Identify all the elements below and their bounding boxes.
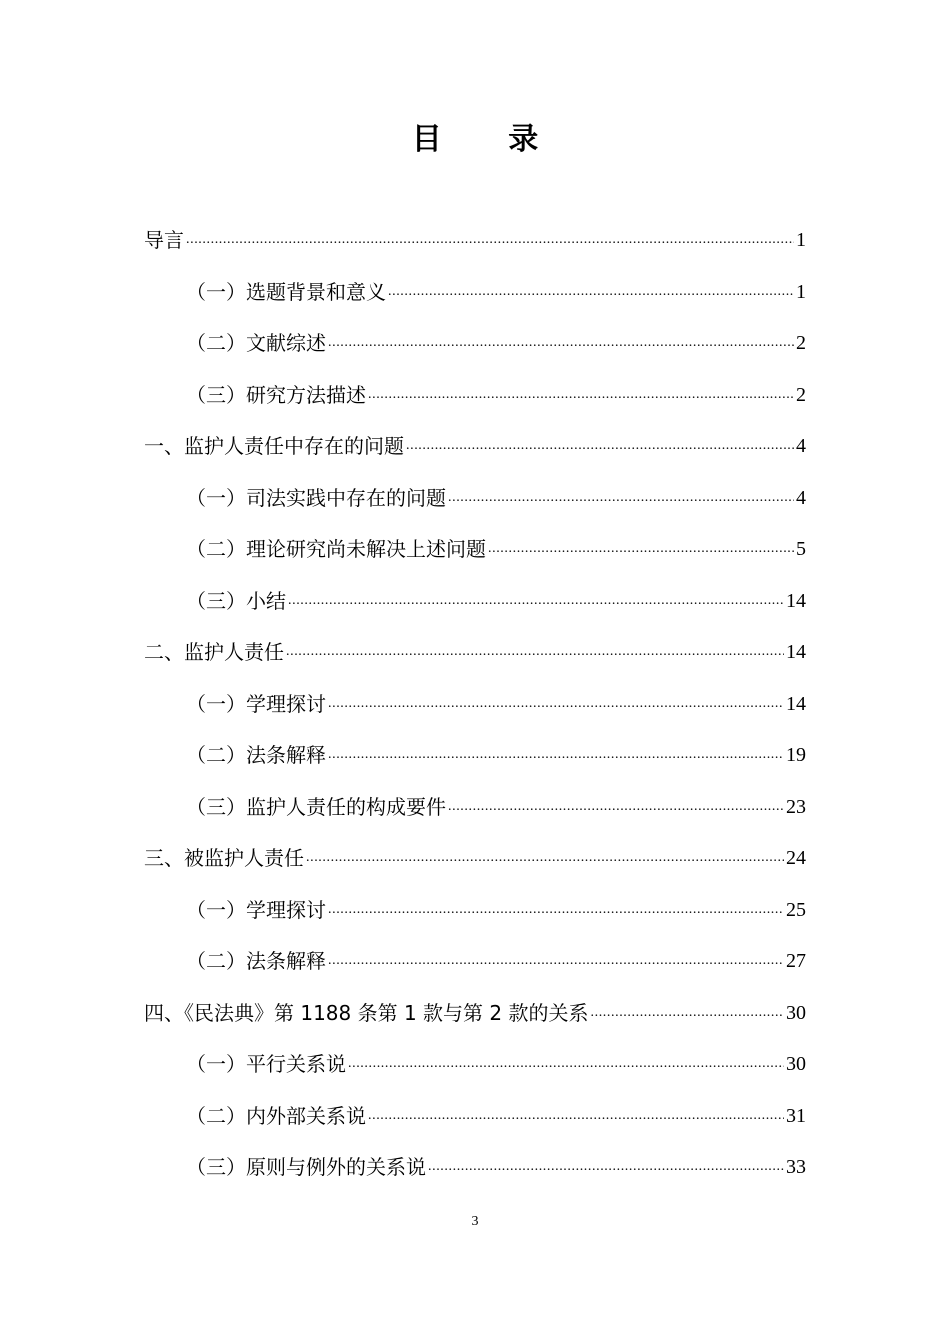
dot-leader [328, 333, 794, 353]
dot-leader [328, 951, 784, 971]
toc-entry[interactable] [144, 412, 806, 460]
toc-entry-label: （二）内外部关系说 [186, 1103, 366, 1128]
toc-entry[interactable] [186, 309, 806, 357]
toc-entry-page: 19 [786, 744, 806, 766]
toc-entry-page: 14 [786, 589, 806, 612]
toc-entry-page: 33 [786, 1156, 806, 1178]
toc-entry[interactable] [186, 515, 806, 563]
dot-leader [388, 282, 794, 302]
toc-entry[interactable] [186, 721, 806, 769]
toc-entry-page: 4 [796, 435, 806, 457]
toc-entry[interactable] [186, 258, 806, 306]
toc-entry-label: （二）文献综述 [186, 331, 326, 355]
dot-leader [488, 539, 794, 559]
dot-leader [448, 797, 784, 817]
dot-leader [368, 1106, 784, 1126]
toc-entry-label: 二、监护人责任 [144, 640, 284, 664]
toc-entry-label: （一）选题背景和意义 [186, 279, 386, 304]
toc-entry-page: 1 [796, 280, 806, 303]
toc-entry-page: 14 [786, 641, 806, 663]
dot-leader [286, 642, 784, 662]
toc-entry-label: 四、《民法典》第 1188 条第 1 款与第 2 款的关系 [144, 1000, 589, 1025]
toc-entry-label: （三）研究方法描述 [186, 382, 366, 407]
dot-leader [591, 1003, 785, 1023]
toc-entry[interactable] [144, 206, 806, 254]
toc-entry[interactable] [186, 1030, 806, 1078]
dot-leader [448, 488, 794, 508]
dot-leader [186, 230, 794, 250]
toc-entry-page: 31 [786, 1104, 806, 1127]
toc-entry-label: （三）监护人责任的构成要件 [186, 794, 446, 819]
toc-entry-page: 24 [786, 847, 806, 869]
toc-entry-page: 1 [796, 229, 806, 251]
toc-entry-page: 2 [796, 383, 806, 406]
toc-entry-label: （一）学理探讨 [186, 691, 326, 716]
dot-leader [406, 436, 794, 456]
toc-entry-page: 30 [786, 1001, 806, 1024]
toc-entry-label: （一）司法实践中存在的问题 [186, 485, 446, 510]
toc-entry-page: 14 [786, 692, 806, 715]
dot-leader [288, 591, 784, 611]
toc-entry-page: 2 [796, 332, 806, 354]
toc-entry-label: （三）小结 [186, 588, 286, 613]
toc-entry[interactable] [144, 979, 806, 1027]
toc-entry-page: 5 [796, 538, 806, 560]
toc-entry[interactable] [186, 773, 806, 821]
toc-entry[interactable] [186, 670, 806, 718]
dot-leader [348, 1054, 784, 1074]
dot-leader [306, 848, 784, 868]
dot-leader [428, 1157, 784, 1177]
toc-entry[interactable] [186, 567, 806, 615]
toc-entry[interactable] [186, 927, 806, 975]
toc-entry[interactable] [186, 876, 806, 924]
dot-leader [328, 694, 784, 714]
toc-entry[interactable] [186, 1133, 806, 1181]
toc-entry-label: （二）法条解释 [186, 949, 326, 973]
toc-entry-page: 4 [796, 486, 806, 509]
page-number: 3 [471, 1214, 479, 1229]
toc-entry-page: 23 [786, 795, 806, 818]
toc-entry[interactable] [144, 618, 806, 666]
page-title: 目 录 [411, 122, 567, 157]
toc-entry-label: （三）原则与例外的关系说 [186, 1155, 426, 1179]
toc-entry[interactable] [186, 1082, 806, 1130]
dot-leader [328, 900, 784, 920]
dot-leader [368, 385, 794, 405]
toc-entry-label: 一、监护人责任中存在的问题 [144, 434, 404, 458]
toc-entry-page: 25 [786, 898, 806, 921]
toc-entry-label: 导言 [144, 228, 184, 252]
toc-entry[interactable] [186, 464, 806, 512]
toc-entry-page: 30 [786, 1053, 806, 1075]
toc-entry-label: （二）法条解释 [186, 743, 326, 767]
dot-leader [328, 745, 784, 765]
toc-entry-label: 三、被监护人责任 [144, 846, 304, 870]
toc-entry-page: 27 [786, 950, 806, 972]
toc-entry[interactable] [144, 824, 806, 872]
toc-entry-label: （一）学理探讨 [186, 897, 326, 922]
toc-entry-label: （二）理论研究尚未解决上述问题 [186, 537, 486, 561]
toc-entry-label: （一）平行关系说 [186, 1052, 346, 1076]
toc-entry[interactable] [186, 361, 806, 409]
